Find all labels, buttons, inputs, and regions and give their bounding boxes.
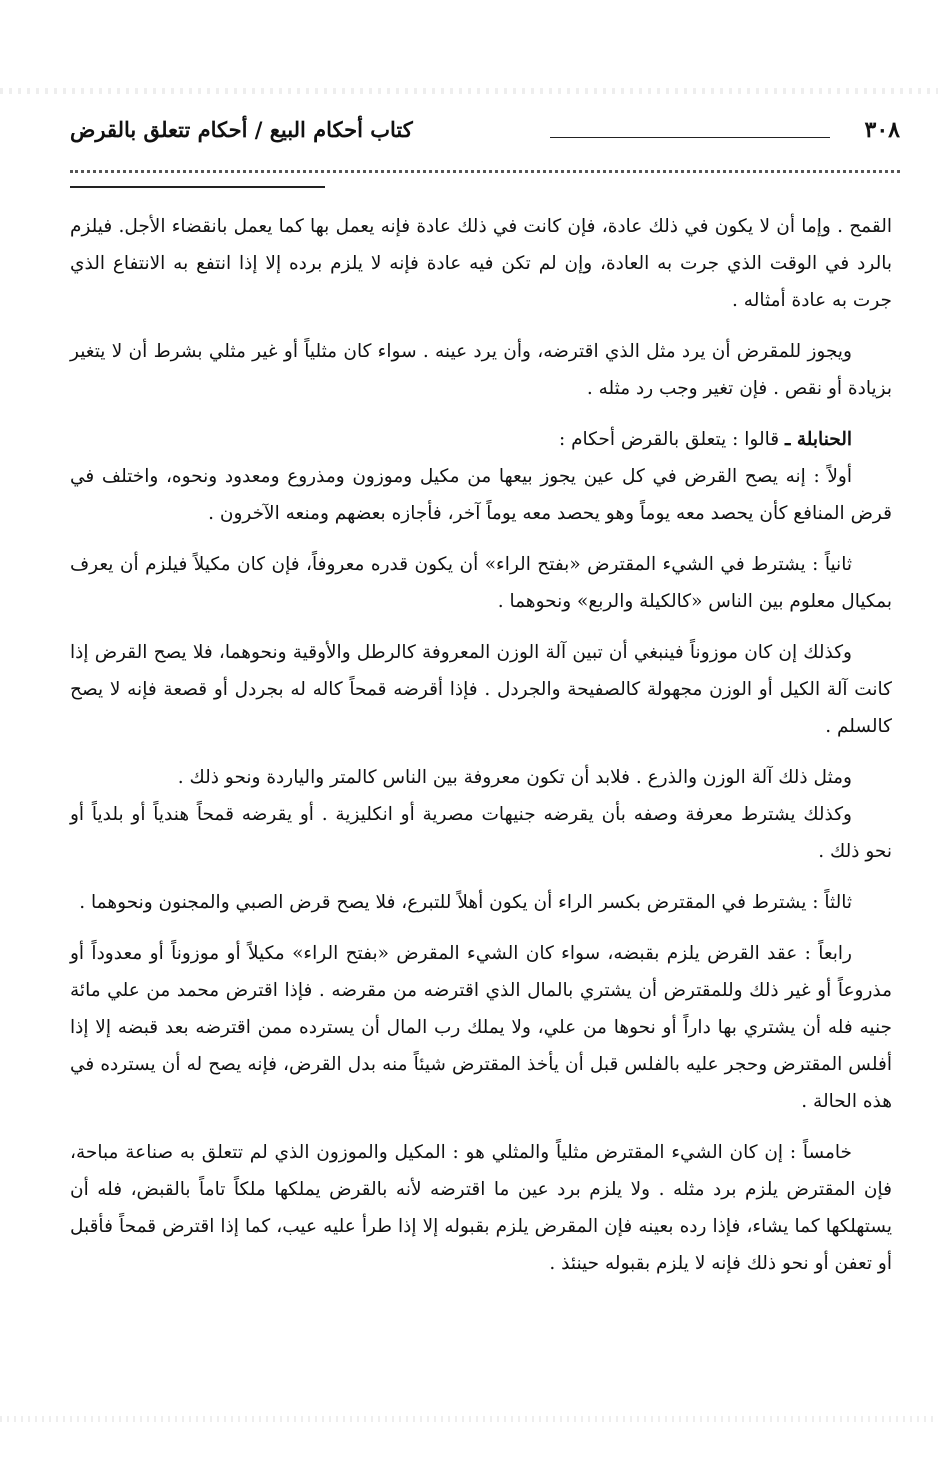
scan-noise-top bbox=[0, 88, 938, 94]
hanabila-heading-line bbox=[70, 421, 892, 458]
paragraph-weighed: وكذلك إن كان موزوناً فينبغي أن تبين آلة الوزن المعروفة كالرطل والأوقية ونحوهما، فلا يصح القرض إذا كانت آلة الكيل أو الوزن مجهولة كالصفيحة والجردل . فإذا أقرضه قمحاً كاله له بجردل أو قصعة فإنه لا يصح كالسلم . bbox=[70, 642, 892, 737]
page-header bbox=[70, 115, 900, 155]
main-text bbox=[70, 208, 892, 1296]
paragraph-measure: ومثل ذلك آلة الوزن والذرع . فلابد أن تكون معروفة بين الناس كالمتر والياردة ونحو ذلك . bbox=[177, 767, 852, 788]
paragraph-return-same: ويجوز للمقرض أن يرد مثل الذي اقترضه، وأن يرد عينه . سواء كان مثلياً أو غير مثلي بشرط أن لا يتغير بزيادة أو نقص . فإن تغير وجب رد مثله . bbox=[70, 341, 892, 399]
paragraph-fifth: خامساً : إن كان الشيء المقترض مثلياً والمثلي هو : المكيل والموزون الذي لم تتعلق به صناعة مباحة، فإن المقترض يلزم برد مثله . ولا يلزم برد عين ما اقترضه لأنه بالقرض يملكها ملكاً تاماً بالقبض، فله أن يستهلكها كما يشاء، فإذا رده بعينه فإن المقرض يلزم بقبوله إلا إذا طرأ عليه عيب، كما إذا اقترض قمحاً فأقبل أو تعفن أو نحو ذلك فإنه لا يلزم بقبوله حينئذ . bbox=[70, 1142, 892, 1274]
paragraph-second: ثانياً : يشترط في الشيء المقترض «بفتح الراء» أن يكون قدره معروفاً، فإن كان مكيلاً فيلزم أن يعرف بمكيال معلوم بين الناس «كالكيلة والربع» ونحوهما . bbox=[70, 554, 892, 612]
hanabila-heading: الحنابلة ـ bbox=[785, 429, 852, 450]
running-title: كتاب أحكام البيع / أحكام تتعلق بالقرض bbox=[70, 117, 413, 142]
dotted-separator bbox=[70, 170, 900, 173]
hanabila-intro: قالوا : يتعلق بالقرض أحكام : bbox=[558, 429, 780, 450]
paragraph-first: أولاً : إنه يصح القرض في كل عين يجوز بيعها من مكيل وموزون ومذروع ومعدود ونحوه، واختلف في قرض المنافع كأن يحصد معه يوماً وهو يحصد معه يوماً آخر، فأجازه بعضهم ومنعه الآخرون . bbox=[70, 466, 892, 524]
header-rule bbox=[550, 137, 830, 138]
paragraph-fourth: رابعاً : عقد القرض يلزم بقبضه، سواء كان الشيء المقرض «بفتح الراء» مكيلاً أو موزوناً أو معدوداً أو مذروعاً أو غير ذلك وللمقترض أن يشتري بالمال الذي اقترضه من مقرضه . فإذا اقترض محمد من علي مائة جنيه فله أن يشتري بها داراً أو نحوها من علي، ولا يملك رب المال أن يسترده ممن اقترضه بعد قبضه إلا إذا أفلس المقترض وحجر عليه بالفلس قبل أن يأخذ المقترض شيئاً منه بدل القرض، فإنه يصح له أن يسترده في هذه الحالة . bbox=[70, 943, 892, 1112]
scan-noise-bottom bbox=[0, 1416, 938, 1422]
paragraph-description: وكذلك يشترط معرفة وصفه بأن يقرضه جنيهات مصرية أو انكليزية . أو يقرضه قمحاً هندياً أو بلدياً أو نحو ذلك . bbox=[70, 804, 892, 862]
paragraph-qamh: القمح . وإما أن لا يكون في ذلك عادة، فإن كانت في ذلك عادة فإنه يعمل بها كما يعمل بانقضاء الأجل. فيلزم بالرد في الوقت الذي جرت به العادة، وإن لم تكن فيه عادة فإنه لا يلزم برده إلا إذا انتفع به الانتفاع الذي جرت به عادة أمثاله . bbox=[70, 216, 892, 311]
page-number: ٣٠٨ bbox=[864, 117, 900, 143]
footnote-rule bbox=[70, 186, 325, 188]
paragraph-third: ثالثاً : يشترط في المقترض بكسر الراء أن يكون أهلاً للتبرع، فلا يصح قرض الصبي والمجنون ونحوهما . bbox=[79, 892, 852, 913]
